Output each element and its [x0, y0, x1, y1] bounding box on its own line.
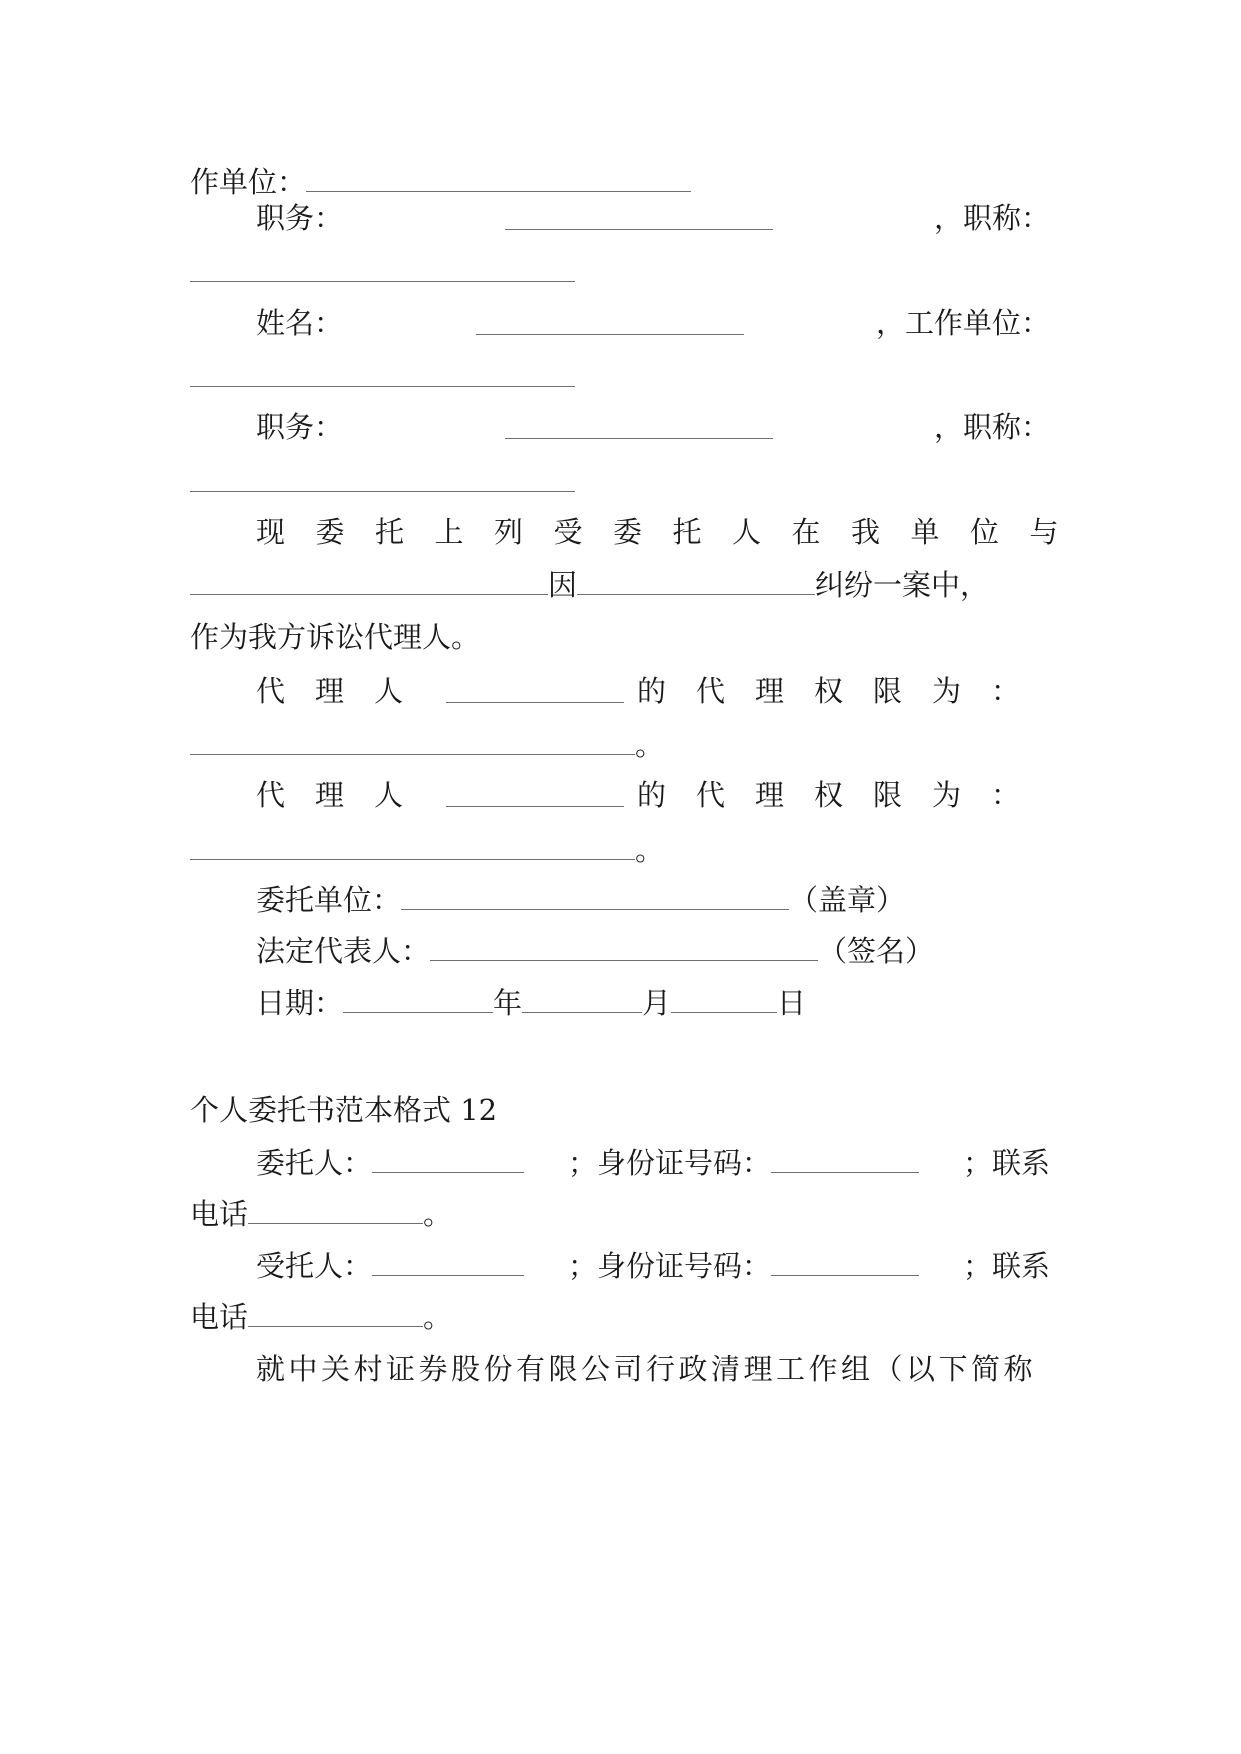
label-name: 姓名： — [256, 306, 344, 340]
label-year: 年 — [493, 986, 523, 1020]
line-entrust — [256, 512, 1090, 552]
line-entrusting-unit — [256, 880, 1050, 920]
blank-authority-1[interactable] — [190, 732, 635, 755]
line-agent-trustee — [256, 1246, 1050, 1286]
line-legal-rep — [256, 931, 1050, 971]
blank-authority-2[interactable] — [190, 837, 635, 860]
line-last — [256, 1349, 1050, 1389]
label-signature: （签名） — [818, 934, 935, 968]
line-phone-1 — [190, 1194, 1050, 1234]
period-4: 。 — [423, 1300, 453, 1334]
line-as-agent — [190, 617, 1050, 657]
blank-unit[interactable] — [190, 364, 575, 387]
line-position-title-2 — [256, 407, 1050, 447]
blank-position[interactable] — [505, 207, 773, 230]
period-2: 。 — [635, 833, 665, 867]
blank-principal[interactable] — [372, 1150, 524, 1173]
text-dispute: 纠纷一案中， — [815, 568, 990, 602]
blank-name[interactable] — [476, 312, 744, 335]
blank-agent-2[interactable] — [446, 784, 624, 807]
label-trustee: 受托人： — [256, 1249, 373, 1283]
label-contact-2: ；联系 — [962, 1249, 1050, 1283]
blank-id-number[interactable] — [771, 1150, 919, 1173]
period-3: 。 — [423, 1197, 453, 1231]
blank-work-unit[interactable] — [306, 169, 691, 192]
line-date — [256, 983, 1050, 1023]
line-authority-blank-1 — [190, 725, 1050, 765]
line-dispute — [190, 565, 1050, 605]
label-date: 日期： — [256, 986, 344, 1020]
blank-year[interactable] — [343, 990, 493, 1013]
line-agent-2 — [256, 775, 1050, 815]
label-legal-rep: 法定代表人： — [256, 934, 431, 968]
line-title-blank-2 — [190, 462, 1050, 502]
blank-agent-1[interactable] — [446, 680, 624, 703]
line-phone-2 — [190, 1297, 1050, 1337]
label-id-number: ；身份证号码： — [567, 1146, 771, 1180]
label-agent-1: 代理人 — [256, 674, 434, 708]
line-title-blank-1 — [190, 252, 1050, 292]
text-entrust: 现委托上列受委托人在我单位与 — [256, 515, 1090, 549]
section-title — [190, 1090, 1050, 1130]
label-id-number-2: ；身份证号码： — [567, 1249, 771, 1283]
blank-title-2[interactable] — [190, 469, 575, 492]
blank-id-number-2[interactable] — [771, 1253, 919, 1276]
label-principal: 委托人： — [256, 1146, 373, 1180]
blank-position-2[interactable] — [505, 416, 773, 439]
blank-legal-rep[interactable] — [430, 938, 818, 961]
label-authority-2: 的代理权限为： — [636, 778, 1050, 812]
label-title: ，职称： — [933, 201, 1050, 235]
label-position-2: 职务： — [256, 410, 344, 444]
text-section-title: 个人委托书范本格式 12 — [190, 1093, 498, 1127]
blank-cause[interactable] — [577, 572, 815, 595]
label-agent-2: 代理人 — [256, 778, 434, 812]
label-contact: ；联系 — [962, 1146, 1050, 1180]
label-phone-2: 电话 — [190, 1300, 249, 1334]
blank-title[interactable] — [190, 259, 575, 282]
line-authority-blank-2 — [190, 830, 1050, 870]
line-unit-blank — [190, 357, 1050, 397]
line-agent-1 — [256, 671, 1050, 711]
period-1: 。 — [635, 728, 665, 762]
blank-entrusting-unit[interactable] — [401, 887, 789, 910]
blank-phone[interactable] — [248, 1201, 423, 1224]
label-entrusting-unit: 委托单位： — [256, 883, 402, 917]
label-phone: 电话 — [190, 1197, 249, 1231]
line-name-unit — [256, 303, 1050, 343]
line-position-title-1 — [256, 198, 1050, 238]
blank-month[interactable] — [522, 990, 642, 1013]
label-position: 职务： — [256, 201, 344, 235]
blank-phone-2[interactable] — [248, 1304, 423, 1327]
label-authority-1: 的代理权限为： — [636, 674, 1050, 708]
blank-party[interactable] — [190, 572, 548, 595]
label-seal: （盖章） — [789, 883, 906, 917]
text-as-agent: 作为我方诉讼代理人。 — [190, 620, 481, 654]
label-cause: 因 — [548, 568, 578, 602]
label-title-2: ，职称： — [933, 410, 1050, 444]
line-principal — [256, 1143, 1050, 1183]
label-work-unit-tail: 作单位： — [190, 165, 307, 199]
label-work-unit: ，工作单位： — [875, 306, 1050, 340]
blank-day[interactable] — [671, 990, 777, 1013]
label-month: 月 — [642, 986, 672, 1020]
text-last-line: 就中关村证券股份有限公司行政清理工作组（以下简称 — [256, 1352, 1037, 1386]
label-day: 日 — [777, 986, 807, 1020]
blank-trustee[interactable] — [372, 1253, 524, 1276]
line-work-unit-continued — [190, 162, 1050, 202]
